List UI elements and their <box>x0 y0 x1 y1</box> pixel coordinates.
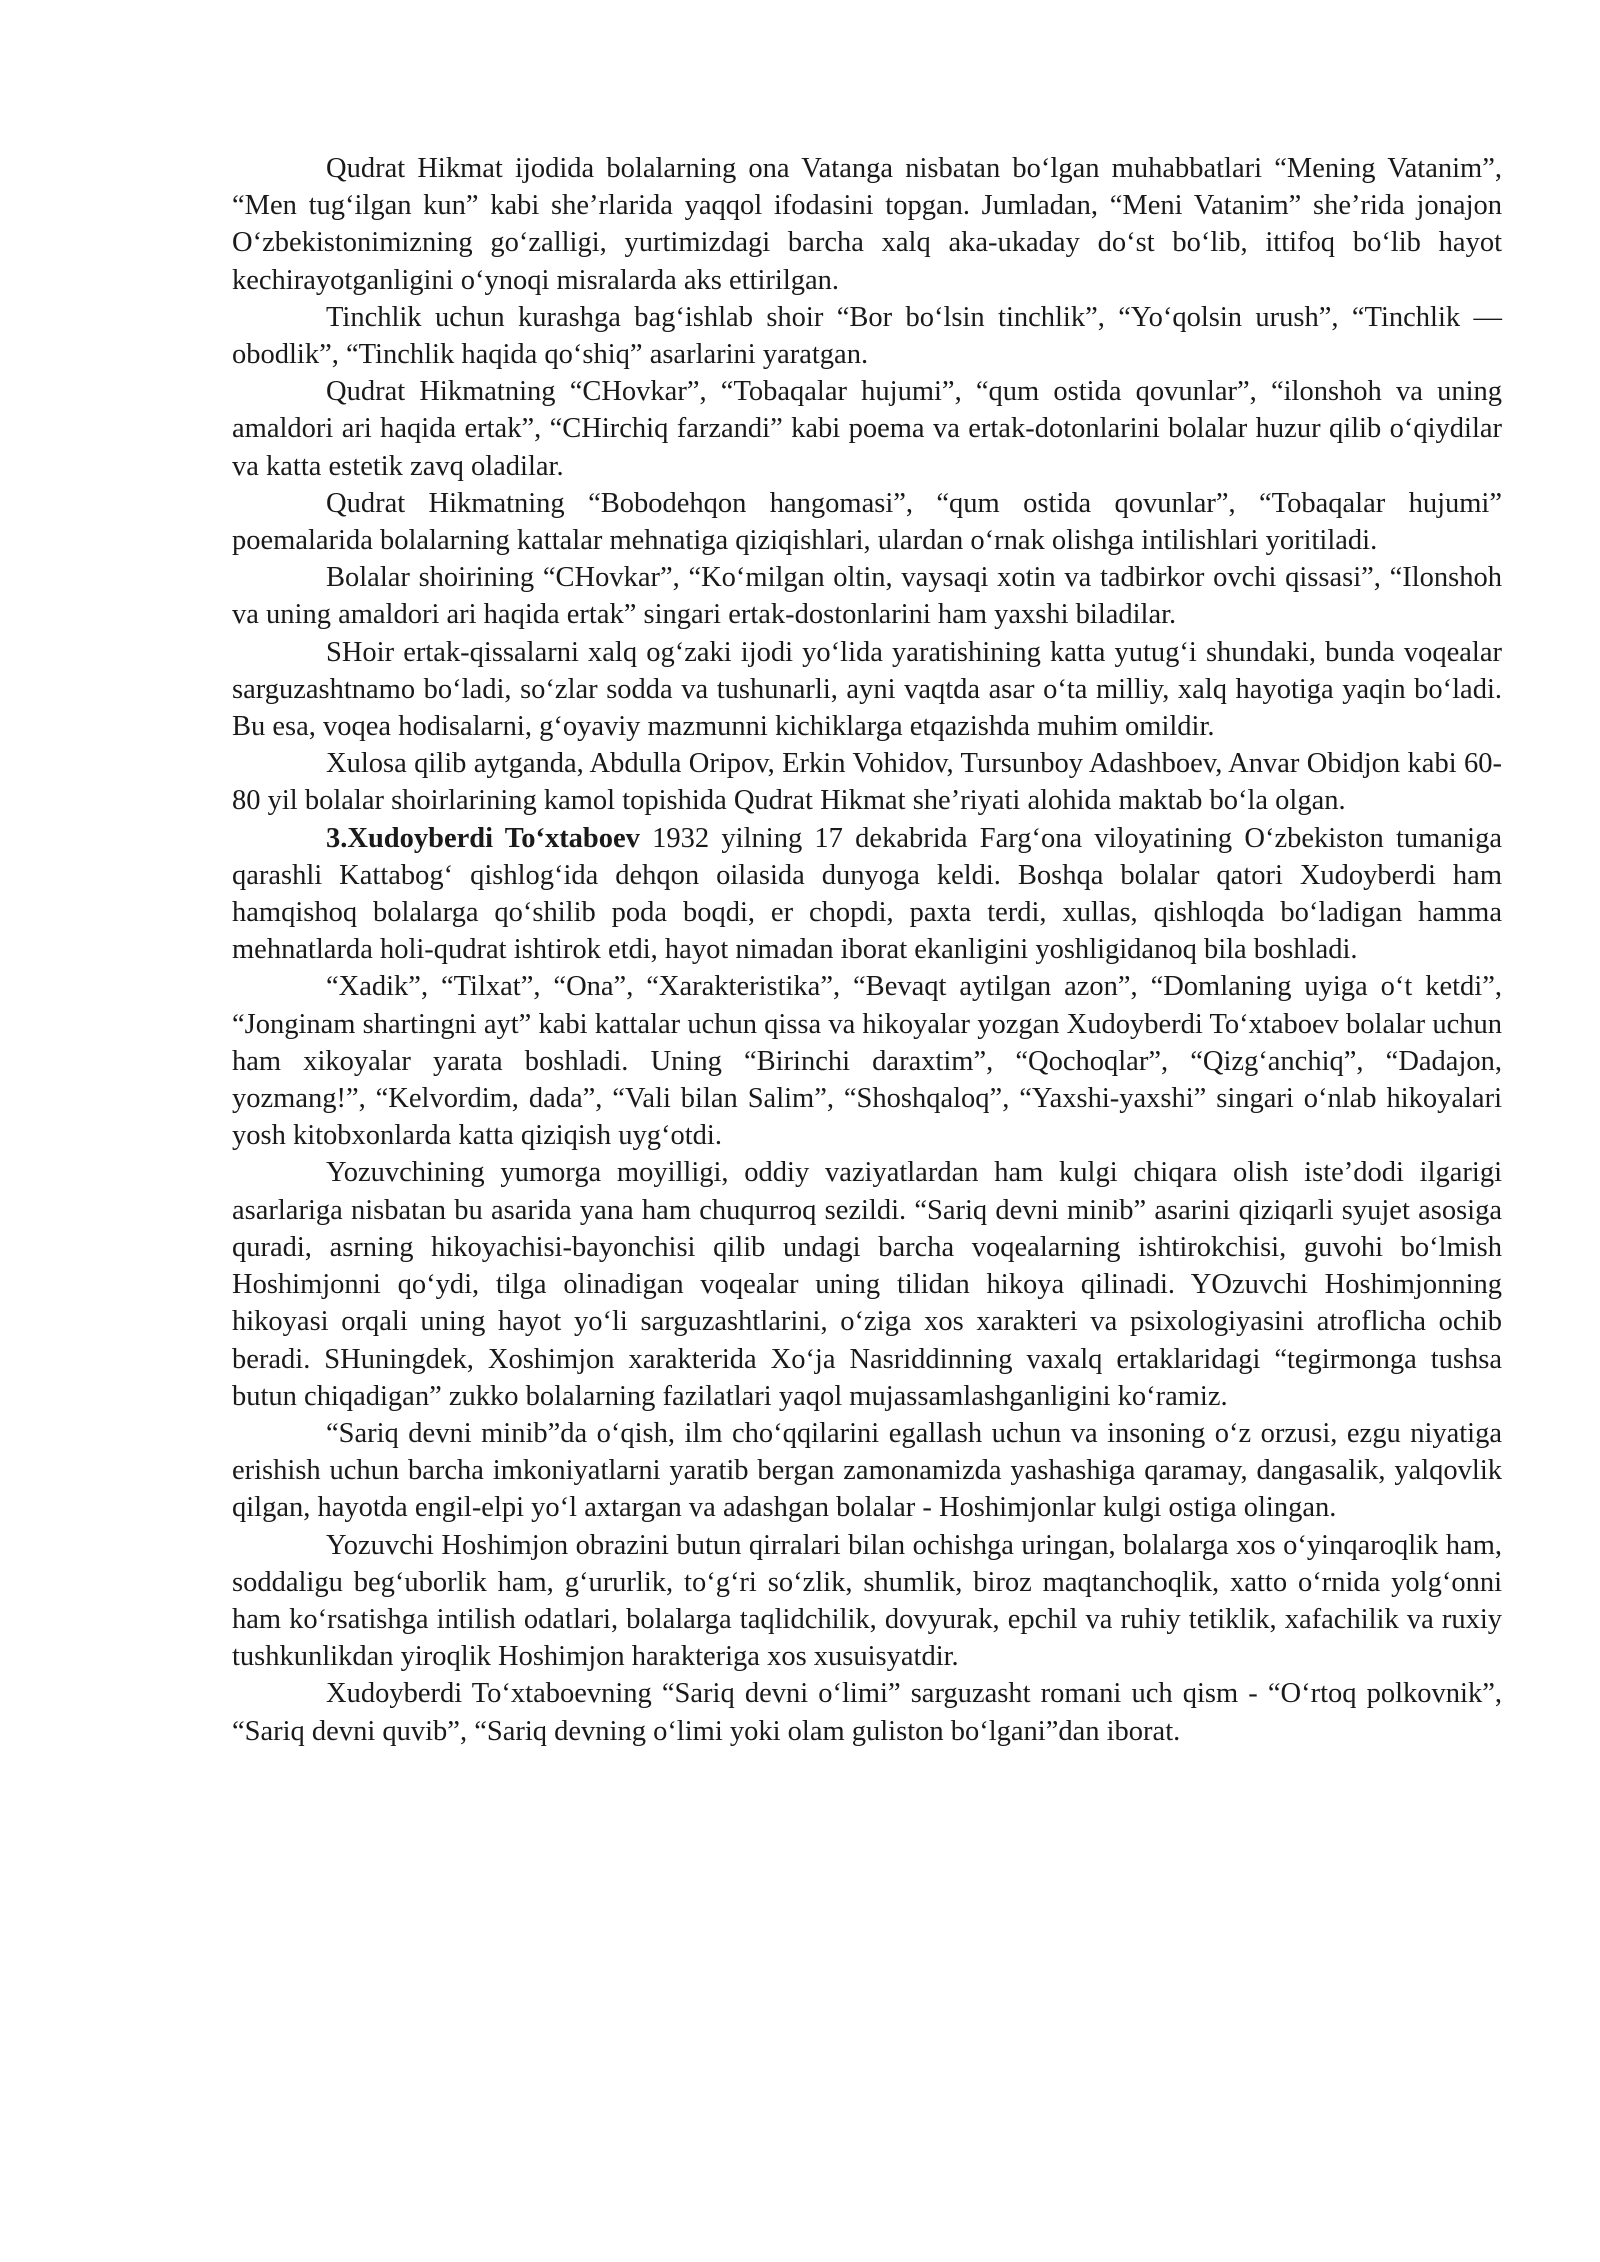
document-page <box>232 150 1502 1750</box>
section-heading: 3.Xudoyberdi To‘xtaboev <box>326 822 640 854</box>
paragraph-yumor: Yozuvchining yumorga moyilligi, oddiy vaziyatlardan ham kulgi chiqara olish iste’dodi ilgarigi asarlariga nisbatan bu asarida yana ham chuqurroq sezildi. “Sariq devni minib” asarini qiziqarli syujet asosiga quradi, asrning hikoyachisi-bayonchisi qilib undagi barcha voqealarning ishtirokchisi, guvohi bo‘lmish Hoshimjonni qo‘ydi, tilga olinadigan voqealar uning tilidan hikoya qilinadi. YOzuvchi Hoshimjonning hikoyasi orqali uning hayot yo‘li sarguzashtlarini, o‘ziga xos xarakteri va psixologiyasini atroflicha ochib beradi. SHuningdek, Xoshimjon xarakterida Xo‘ja Nasriddinning vaxalq ertaklaridagi “tegirmonga tushsa butun chiqadigan” zukko bolalarning fazilatlari yaqol mujassamlashganligini ko‘ramiz. <box>232 1157 1502 1412</box>
paragraph-ertak-qissalar: SHoir ertak-qissalarni xalq og‘zaki ijodi yo‘lida yaratishining katta yutug‘i shundaki, bunda voqealar sarguzashtnamo bo‘ladi, so‘zlar sodda va tushunarli, ayni vaqtda asar o‘ta milliy, xalq hayotiga yaqin bo‘ladi. Bu esa, voqea hodisalarni, g‘oyaviy mazmunni kichiklarga etqazishda muhim omildir. <box>232 636 1502 743</box>
paragraph-tinchlik: Tinchlik uchun kurashga bag‘ishlab shoir “Bor bo‘lsin tinchlik”, “Yo‘qolsin urush”, “Tinchlik — obodlik”, “Tinchlik haqida qo‘shiq” asarlarini yaratgan. <box>232 301 1502 371</box>
paragraph-bobodehqon: Qudrat Hikmatning “Bobodehqon hangomasi”, “qum ostida qovunlar”, “Tobaqalar hujumi” poemalarida bolalarning kattalar mehnatiga qiziqishlari, ulardan o‘rnak olishga intilishlari yoritiladi. <box>232 487 1502 557</box>
paragraph-hoshimjon: Yozuvchi Hoshimjon obrazini butun qirralari bilan ochishga uringan, bolalarga xos o‘yinqaroqlik ham, soddaligu beg‘uborlik ham, g‘ururlik, to‘g‘ri so‘zlik, shumlik, biroz maqtanchoqlik, xatto o‘rnida yolg‘onni ham ko‘rsatishga intilish odatlari, bolalarga taqlidchilik, dovyurak, epchil va ruhiy tetiklik, xafachilik va ruxiy tushkunlikdan yiroqlik Hoshimjon harakteriga xos xusuisyatdir. <box>232 1529 1502 1673</box>
section-text: 1932 yilning 17 dekabrida Farg‘ona viloyatining O‘zbekiston tumaniga qarashli Kattabog‘ qishlog‘ida dehqon oilasida dunyoga keldi. Boshqa bolalar qatori Xudoyberdi ham hamqishoq bolalarga qo‘shilib poda boqdi, er chopdi, paxta terdi, xullas, qishloqda bo‘ladigan hamma mehnatlarda holi-qudrat ishtirok etdi, hayot nimadan iborat ekanligini yoshligidanoq bila boshladi. <box>232 822 1502 966</box>
paragraph-xulosa: Xulosa qilib aytganda, Abdulla Oripov, Erkin Vohidov, Tursunboy Adashboev, Anvar Obidjon kabi 60-80 yil bolalar shoirlarining kamol topishida Qudrat Hikmat she’riyati alohida maktab bo‘la olgan. <box>232 748 1502 817</box>
paragraph-hikoyalar: “Xadik”, “Tilxat”, “Ona”, “Xarakteristika”, “Bevaqt aytilgan azon”, “Domlaning uyiga o‘t ketdi”, “Jonginam shartingni ayt” kabi kattalar uchun qissa va hikoyalar yozgan Xudoyberdi To‘xtaboev bolalar uchun ham xikoyalar yarata boshladi. Uning “Birinchi daraxtim”, “Qochoqlar”, “Qizg‘anchiq”, “Dadajon, yozmang!”, “Kelvordim, dada”, “Vali bilan Salim”, “Shoshqaloq”, “Yaxshi-yaxshi” singari o‘nlab hikoyalari yosh kitobxonlarda katta qiziqish uyg‘otdi. <box>232 971 1502 1152</box>
paragraph-vatan: Qudrat Hikmat ijodida bolalarning ona Vatanga nisbatan bo‘lgan muhabbatlari “Mening Vatanim”, “Men tug‘ilgan kun” kabi she’rlarida yaqqol ifodasini topgan. Jumladan, “Meni Vatanim” she’rida jonajon O‘zbekistonimizning go‘zalligi, yurtimizdagi barcha xalq aka-ukaday do‘st bo‘lib, ittifoq bo‘lib hayot kechirayotganligini o‘ynoqi misralarda aks ettirilgan. <box>232 153 1502 296</box>
paragraph-sariq-dev: “Sariq devni minib”da o‘qish, ilm cho‘qqilarini egallash uchun va insoning o‘z orzusi, ezgu niyatiga erishish uchun barcha imkoniyatlarni yaratib bergan zamonamizda yashashiga qaramay, dangasalik, yalqovlik qilgan, hayotda engil-elpi yo‘l axtargan va adashgan bolalar - Hoshimjonlar kulgi ostiga olingan. <box>232 1417 1502 1524</box>
section-paragraph <box>232 820 1502 969</box>
paragraph-chovkar: Bolalar shoirining “CHovkar”, “Ko‘milgan oltin, vaysaqi xotin va tadbirkor ovchi qissasi”, “Ilonshoh va uning amaldori ari haqida ertak” singari ertak-dostonlarini ham yaxshi biladilar. <box>232 562 1502 631</box>
paragraph-roman: Xudoyberdi To‘xtaboevning “Sariq devni o‘limi” sarguzasht romani uch qism - “O‘rtoq polkovnik”, “Sariq devni quvib”, “Sariq devning o‘limi yoki olam guliston bo‘lgani”dan iborat. <box>232 1678 1502 1747</box>
paragraph-poemalar: Qudrat Hikmatning “CHovkar”, “Tobaqalar hujumi”, “qum ostida qovunlar”, “ilonshoh va uning amaldori ari haqida ertak”, “CHirchiq farzandi” kabi poema va ertak-dotonlarini bolalar huzur qilib o‘qiydilar va katta estetik zavq oladilar. <box>232 376 1502 482</box>
